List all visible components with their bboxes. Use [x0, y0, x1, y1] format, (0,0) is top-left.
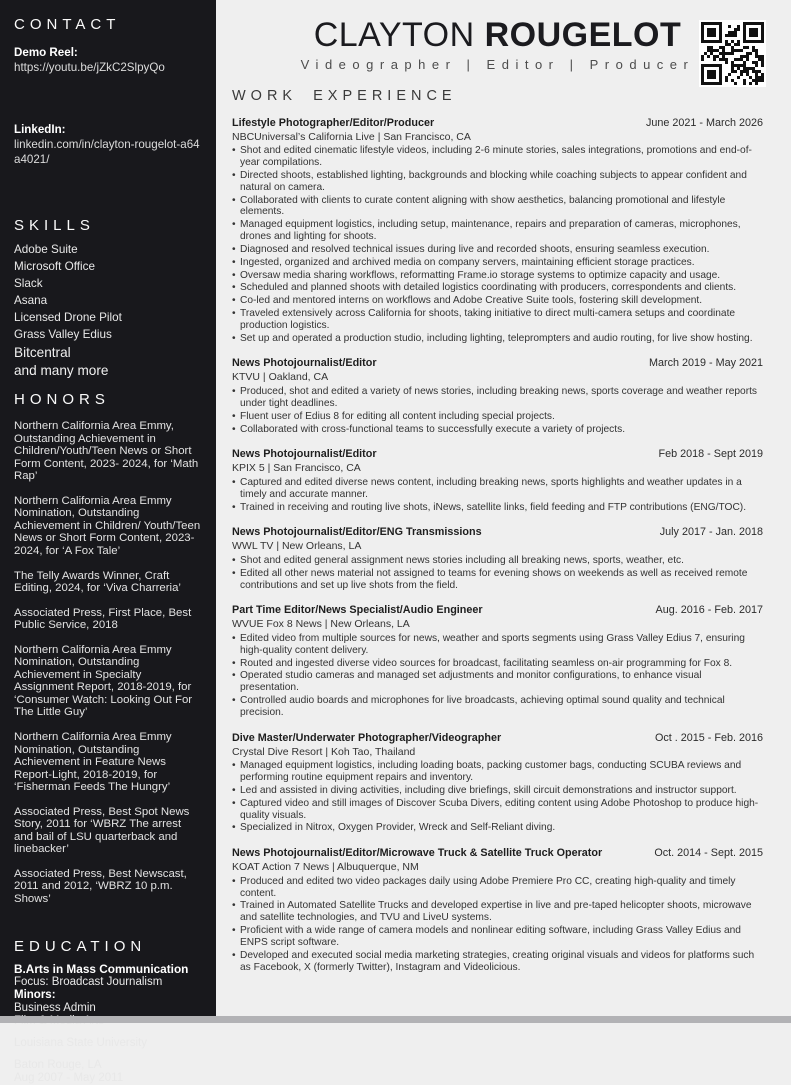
job-bullet: • Captured and edited diverse news content, including breaking news, sports highlights and weather updates in a timely and accurate manner.	[232, 477, 763, 501]
job-company: WVUE Fox 8 News | New Orleans, LA	[232, 618, 410, 631]
job-bullets	[232, 477, 763, 513]
job-bullet: • Produced and edited two video packages daily using Adobe Premiere Pro CC, creating high-quality and timely content.	[232, 876, 763, 900]
job-header	[232, 117, 763, 130]
job-title: News Photojournalist/Editor	[232, 448, 377, 461]
job-bullet: • Proficient with a wide range of camera models and nonlinear editing software, including Grass Valley Edius and ENPS script software.	[232, 925, 763, 949]
job-entry	[232, 526, 763, 591]
education-focus: Focus: Broadcast Journalism	[14, 975, 163, 988]
name-first: CLAYTON	[313, 16, 475, 54]
job-dates: June 2021 - March 2026	[645, 116, 763, 129]
honors-heading: HONORS	[14, 391, 110, 409]
job-bullets	[232, 555, 763, 591]
job-title: Lifestyle Photographer/Editor/Producer	[232, 116, 435, 129]
skill-item: Grass Valley Edius	[14, 328, 112, 342]
job-title: News Photojournalist/Editor	[232, 357, 377, 370]
job-bullet: • Shot and edited general assignment news stories including all breaking news, sports, weather, etc.	[232, 555, 763, 567]
education-dates: Aug 2007 - May 2011	[14, 1071, 124, 1084]
job-entry	[232, 732, 763, 835]
main-column	[216, 0, 791, 1023]
job-bullet: • Co-led and mentored interns on workflows and Adobe Creative Suite tools, fostering skill development.	[232, 295, 763, 307]
education-minors-label: Minors:	[14, 988, 56, 1001]
job-company: NBCUniversal’s California Live | San Francisco, CA	[232, 130, 471, 143]
job-bullet: • Scheduled and planned shoots with detailed logistics coordinating with producers, correspondents and clients.	[232, 282, 763, 294]
job-bullet: • Developed and executed social media marketing strategies, creating original visuals and videos for platforms such as Facebook, X (formerly Twitter), Instagram and Videolicious.	[232, 950, 763, 974]
resume-header	[232, 0, 763, 72]
job-bullet: • Trained in receiving and routing live shots, iNews, satellite links, field feeding and FTP contributions (ENG/TOC).	[232, 502, 763, 514]
job-bullet: • Diagnosed and resolved technical issues during live and recorded shoots, ensuring seamless execution.	[232, 244, 763, 256]
job-company: KTVU | Oakland, CA	[232, 371, 329, 384]
page-title	[232, 18, 763, 54]
honor-item: Northern California Area Emmy, Outstanding Achievement in Children/Youth/Teen News or Short Form Content, 2023- 2024, for ‘Math Rap’	[14, 420, 199, 483]
job-entry	[232, 117, 763, 345]
name-last: ROUGELOT	[484, 16, 682, 54]
job-bullets	[232, 145, 763, 344]
education-minors-list	[14, 1002, 203, 1028]
skill-extra-item: Bitcentral	[14, 345, 71, 361]
honor-item: Associated Press, First Place, Best Public Service, 2018	[14, 606, 192, 632]
honor-item: Northern California Area Emmy Nomination, Outstanding Achievement in Feature News Report-Light, 2018-2019, for ‘Fisherman Feeds The Hungry’	[14, 731, 172, 794]
job-entry	[232, 448, 763, 513]
job-bullet: • Oversaw media sharing workflows, reformatting Frame.io storage systems to optimize capacity and usage.	[232, 270, 763, 282]
job-bullets	[232, 760, 763, 834]
skills-extra-list	[14, 344, 203, 379]
tagline: Videographer | Editor | Producer	[300, 56, 695, 72]
education-minor-item: Business Admin	[14, 1001, 96, 1014]
job-entry	[232, 604, 763, 718]
skills-heading: SKILLS	[14, 217, 95, 235]
skill-item: Licensed Drone Pilot	[14, 311, 122, 325]
job-entry	[232, 357, 763, 435]
job-bullets	[232, 386, 763, 435]
job-bullet: • Collaborated with cross-functional teams to successfully execute a variety of projects.	[232, 424, 763, 436]
education-degree: B.Arts in Mass Communication	[14, 961, 189, 976]
job-bullet: • Managed equipment logistics, including setup, maintenance, repairs and preparation of cameras, microphones, drones and lighting for shoots.	[232, 219, 763, 243]
job-entry	[232, 847, 763, 973]
honor-item: The Telly Awards Winner, Craft Editing, 2024, for ‘Viva Charreria’	[14, 569, 181, 595]
honor-item: Northern California Area Emmy Nomination, Outstanding Achievement in Children/ Youth/Teen News or Short Form Content, 2023-2024, for ‘A Fox Tale’	[14, 494, 201, 557]
job-bullet: • Traveled extensively across California for shoots, taking initiative to direct multi-camera setups and coordinate production logistics.	[232, 308, 763, 332]
demo-reel-link[interactable]: https://youtu.be/jZkC2SlpyQo	[14, 61, 165, 75]
job-company: KPIX 5 | San Francisco, CA	[232, 462, 361, 475]
demo-reel-block	[14, 45, 203, 76]
skill-item: Microsoft Office	[14, 260, 95, 274]
job-bullet: • Controlled audio boards and microphones for live broadcasts, achieving optimal sound quality and technical precision.	[232, 695, 763, 719]
job-header	[232, 604, 763, 617]
job-title: News Photojournalist/Editor/ENG Transmissions	[232, 526, 482, 539]
qr-code-icon	[699, 20, 766, 87]
linkedin-link[interactable]: linkedin.com/in/clayton-rougelot-a64a4021/	[14, 137, 200, 167]
honors-list	[14, 420, 203, 906]
education-block	[14, 963, 203, 1085]
job-header	[232, 526, 763, 539]
job-bullet: • Specialized in Nitrox, Oxygen Provider, Wreck and Self-Reliant diving.	[232, 822, 763, 834]
job-dates: March 2019 - May 2021	[648, 357, 763, 370]
job-company: WWL TV | New Orleans, LA	[232, 540, 362, 553]
linkedin-label: LinkedIn:	[14, 122, 66, 136]
job-header	[232, 847, 763, 860]
skill-item: Slack	[14, 277, 43, 291]
job-bullet: • Shot and edited cinematic lifestyle videos, including 2-6 minute stories, sales integrations, promotions and end-of-year compilations.	[232, 145, 763, 169]
page-bottom-edge	[0, 1016, 791, 1023]
job-header	[232, 357, 763, 370]
job-bullet: • Trained in Automated Satellite Trucks and developed expertise in live and pre-taped helicopter shoots, microwave and satellite technologies, and TVU and LiveU systems.	[232, 900, 763, 924]
job-bullets	[232, 876, 763, 974]
job-bullet: • Edited video from multiple sources for news, weather and sports segments using Grass Valley Edius 7, ensuring high-quality content delivery.	[232, 633, 763, 657]
skill-item: Asana	[14, 294, 48, 308]
job-bullet: • Ingested, organized and archived media on company servers, maintaining efficient storage practices.	[232, 257, 763, 269]
job-bullet: • Set up and operated a production studio, including lighting, teleprompters and audio routing, for live show hosting.	[232, 333, 763, 345]
honor-item: Associated Press, Best Spot News Story, 2011 for ‘WBRZ The arrest and bail of LSU quarterback and linebacker’	[14, 805, 190, 856]
education-heading: EDUCATION	[14, 937, 147, 955]
job-title: Dive Master/Underwater Photographer/Videographer	[232, 731, 502, 744]
job-bullet: • Led and assisted in diving activities, including dive briefings, skill circuit demonstrations and instructor support.	[232, 785, 763, 797]
job-bullet: • Operated studio cameras and managed set adjustments and monitor configurations, to enhance visual presentation.	[232, 670, 763, 694]
job-header	[232, 448, 763, 461]
honor-item: Northern California Area Emmy Nomination, Outstanding Achievement in Specialty Assignment Report, 2018-2019, for ‘Consumer Watch: Looking Out For The Little Guy’	[14, 643, 193, 719]
job-bullet: • Collaborated with clients to curate content aligning with show aesthetics, balancing promotional and lifestyle elements.	[232, 195, 763, 219]
job-bullet: • Fluent user of Edius 8 for editing all content including special projects.	[232, 411, 763, 423]
job-bullet: • Directed shoots, established lighting, backgrounds and blocking while coaching subjects to appear confident and natural on camera.	[232, 170, 763, 194]
job-bullets	[232, 633, 763, 719]
honor-item: Associated Press, Best Newscast, 2011 and 2012, ‘WBRZ 10 p.m. Shows’	[14, 867, 187, 906]
job-header	[232, 732, 763, 745]
skill-extra-item: and many more	[14, 362, 109, 378]
job-dates: July 2017 - Jan. 2018	[659, 526, 763, 539]
job-dates: Oct . 2015 - Feb. 2016	[654, 731, 763, 744]
work-experience-heading: WORK EXPERIENCE	[232, 87, 457, 104]
job-dates: Feb 2018 - Sept 2019	[658, 448, 763, 461]
job-title: News Photojournalist/Editor/Microwave Truck & Satellite Truck Operator	[232, 847, 603, 860]
skills-list	[14, 242, 203, 344]
demo-reel-label: Demo Reel:	[14, 46, 78, 59]
job-bullet: • Edited all other news material not assigned to teams for evening shows on weekends as well as received remote contributions and set up live shots from the field.	[232, 568, 763, 592]
sidebar	[0, 0, 216, 1084]
job-bullet: • Captured video and still images of Discover Scuba Divers, editing content using Adobe Photoshop to produce high-quality visuals.	[232, 798, 763, 822]
education-school: Louisiana State University	[14, 1036, 147, 1049]
job-bullet: • Managed equipment logistics, including loading boats, packing customer bags, conducting SCUBA reviews and performing routine equipment repairs and inventory.	[232, 760, 763, 784]
job-title: Part Time Editor/News Specialist/Audio Engineer	[232, 604, 483, 617]
contact-heading: CONTACT	[14, 16, 121, 33]
linkedin-block	[14, 122, 203, 168]
jobs-list	[232, 117, 763, 974]
skill-item: Adobe Suite	[14, 243, 78, 257]
job-company: KOAT Action 7 News | Albuquerque, NM	[232, 861, 419, 874]
job-dates: Aug. 2016 - Feb. 2017	[655, 604, 763, 617]
job-dates: Oct. 2014 - Sept. 2015	[654, 847, 763, 860]
job-bullet: • Produced, shot and edited a variety of news stories, including breaking news, sports coverage and weather reports under tight deadlines.	[232, 386, 763, 410]
education-location: Baton Rouge, LA	[14, 1058, 102, 1071]
job-company: Crystal Dive Resort | Koh Tao, Thailand	[232, 745, 416, 758]
job-bullet: • Routed and ingested diverse video sources for broadcast, facilitating seamless on-air programming for Fox 8.	[232, 658, 763, 670]
